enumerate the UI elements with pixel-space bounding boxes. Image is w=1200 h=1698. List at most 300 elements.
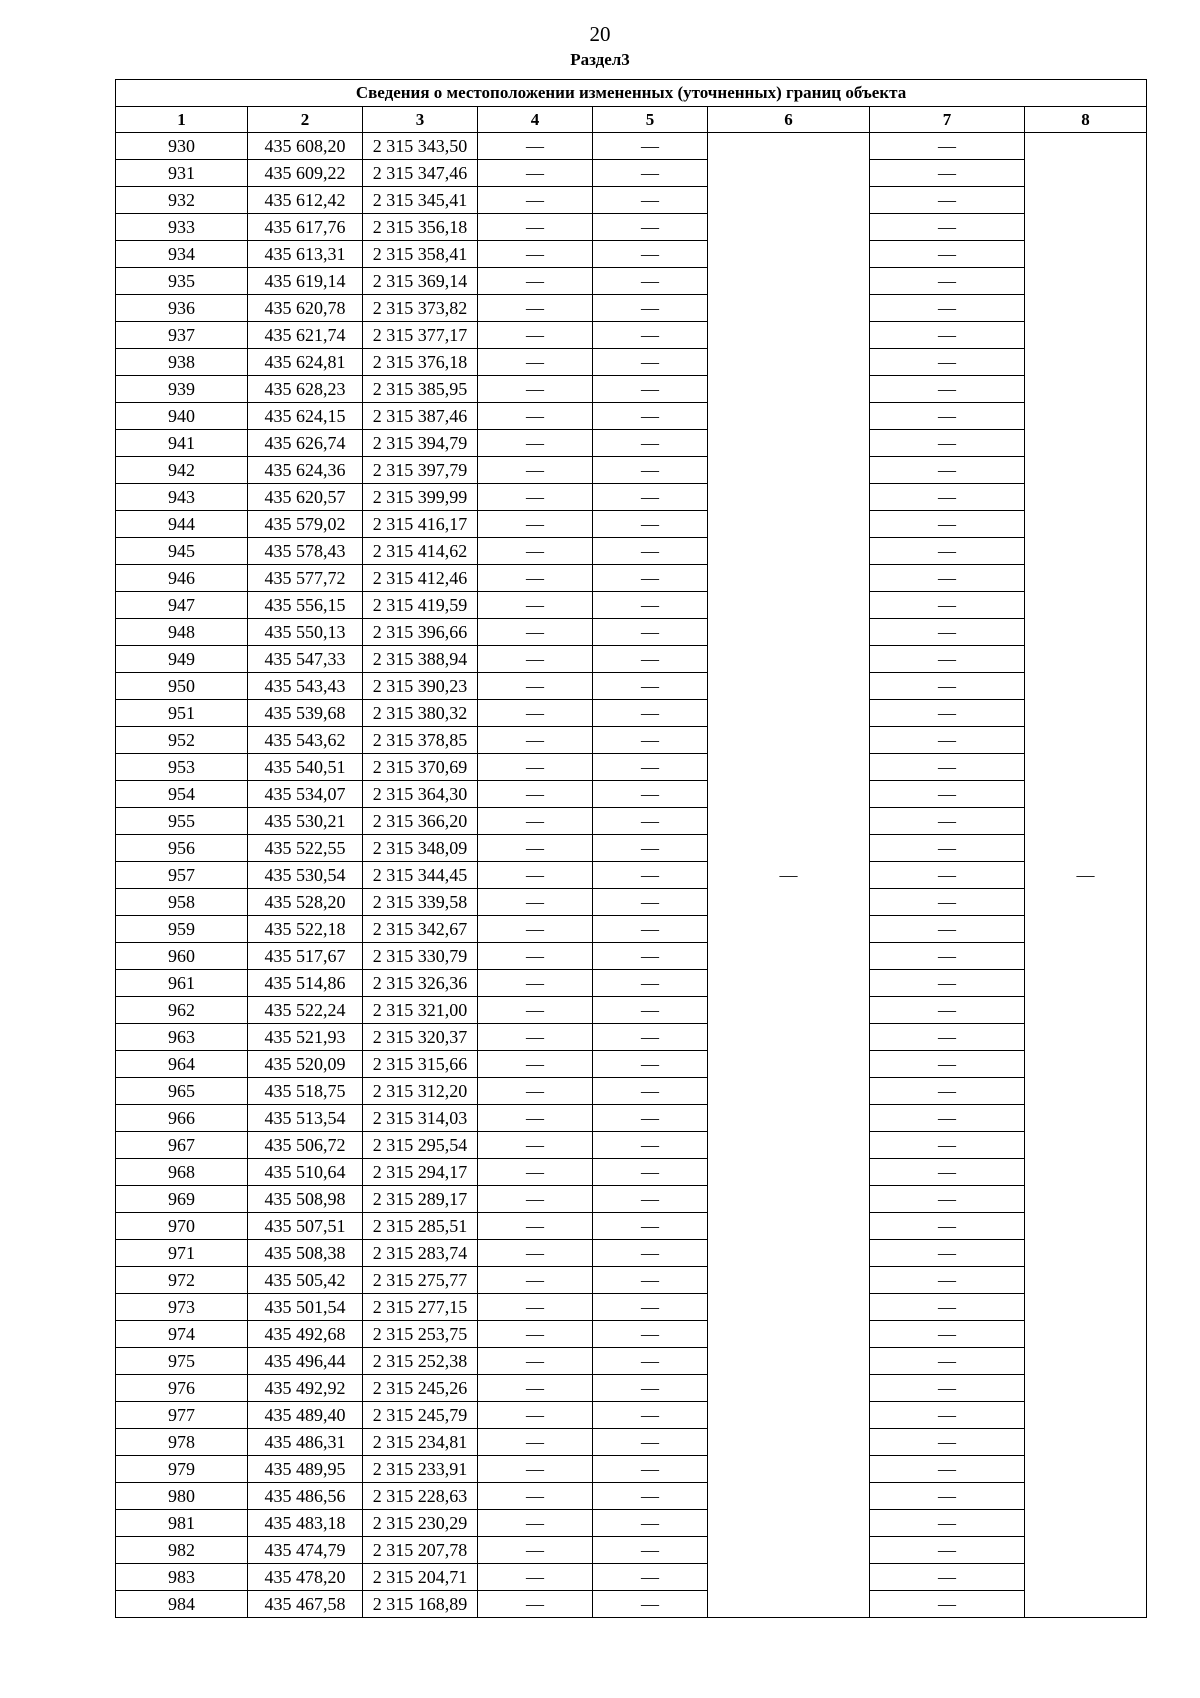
column-4-dash-cell: —: [478, 700, 593, 727]
table-row: [116, 214, 1147, 241]
column-7-dash-cell: —: [870, 1294, 1025, 1321]
point-number-cell: 941: [116, 430, 248, 457]
coordinate-x-cell: 435 530,54: [248, 862, 363, 889]
coordinate-x-cell: 435 522,18: [248, 916, 363, 943]
coordinate-x-cell: 435 520,09: [248, 1051, 363, 1078]
table-caption-row: [116, 80, 1147, 107]
point-number-cell: 945: [116, 538, 248, 565]
coordinate-x-cell: 435 547,33: [248, 646, 363, 673]
column-7-dash-cell: —: [870, 187, 1025, 214]
coordinate-x-cell: 435 624,81: [248, 349, 363, 376]
column-8-merged-cell: —: [1025, 133, 1147, 1618]
point-number-cell: 975: [116, 1348, 248, 1375]
column-4-dash-cell: —: [478, 1240, 593, 1267]
column-5-dash-cell: —: [593, 484, 708, 511]
column-4-dash-cell: —: [478, 1402, 593, 1429]
column-4-dash-cell: —: [478, 646, 593, 673]
column-7-dash-cell: —: [870, 565, 1025, 592]
table-row: [116, 808, 1147, 835]
table-row: [116, 430, 1147, 457]
coordinate-x-cell: 435 478,20: [248, 1564, 363, 1591]
table-row: [116, 484, 1147, 511]
column-7-dash-cell: —: [870, 1159, 1025, 1186]
coordinate-y-cell: 2 315 370,69: [363, 754, 478, 781]
column-7-dash-cell: —: [870, 862, 1025, 889]
column-4-dash-cell: —: [478, 1132, 593, 1159]
column-4-dash-cell: —: [478, 349, 593, 376]
point-number-cell: 980: [116, 1483, 248, 1510]
table-row: [116, 403, 1147, 430]
coordinate-y-cell: 2 315 412,46: [363, 565, 478, 592]
column-5-dash-cell: —: [593, 430, 708, 457]
column-4-dash-cell: —: [478, 1537, 593, 1564]
coordinate-y-cell: 2 315 347,46: [363, 160, 478, 187]
coordinate-y-cell: 2 315 376,18: [363, 349, 478, 376]
column-5-dash-cell: —: [593, 754, 708, 781]
coordinate-y-cell: 2 315 358,41: [363, 241, 478, 268]
column-5-dash-cell: —: [593, 619, 708, 646]
column-7-dash-cell: —: [870, 1429, 1025, 1456]
column-5-dash-cell: —: [593, 268, 708, 295]
column-5-dash-cell: —: [593, 808, 708, 835]
coordinate-y-cell: 2 315 416,17: [363, 511, 478, 538]
coordinate-x-cell: 435 483,18: [248, 1510, 363, 1537]
coordinate-x-cell: 435 540,51: [248, 754, 363, 781]
column-7-dash-cell: —: [870, 1510, 1025, 1537]
column-7-dash-cell: —: [870, 214, 1025, 241]
column-5-dash-cell: —: [593, 1132, 708, 1159]
column-4-dash-cell: —: [478, 430, 593, 457]
column-4-dash-cell: —: [478, 1375, 593, 1402]
coordinate-x-cell: 435 608,20: [248, 133, 363, 160]
column-4-dash-cell: —: [478, 727, 593, 754]
table-row: [116, 322, 1147, 349]
column-5-dash-cell: —: [593, 1402, 708, 1429]
point-number-cell: 965: [116, 1078, 248, 1105]
coordinate-x-cell: 435 550,13: [248, 619, 363, 646]
column-4-dash-cell: —: [478, 403, 593, 430]
column-5-dash-cell: —: [593, 457, 708, 484]
column-7-dash-cell: —: [870, 1321, 1025, 1348]
coordinate-y-cell: 2 315 343,50: [363, 133, 478, 160]
column-4-dash-cell: —: [478, 268, 593, 295]
column-header-1: 1: [116, 107, 248, 133]
column-7-dash-cell: —: [870, 1105, 1025, 1132]
column-7-dash-cell: —: [870, 754, 1025, 781]
coordinate-x-cell: 435 514,86: [248, 970, 363, 997]
coordinate-y-cell: 2 315 397,79: [363, 457, 478, 484]
coordinate-x-cell: 435 620,78: [248, 295, 363, 322]
column-4-dash-cell: —: [478, 997, 593, 1024]
table-row: [116, 1051, 1147, 1078]
column-5-dash-cell: —: [593, 1537, 708, 1564]
table-row: [116, 1564, 1147, 1591]
column-7-dash-cell: —: [870, 430, 1025, 457]
column-4-dash-cell: —: [478, 295, 593, 322]
coordinate-x-cell: 435 496,44: [248, 1348, 363, 1375]
point-number-cell: 978: [116, 1429, 248, 1456]
column-5-dash-cell: —: [593, 943, 708, 970]
point-number-cell: 933: [116, 214, 248, 241]
column-7-dash-cell: —: [870, 1267, 1025, 1294]
coordinate-x-cell: 435 522,24: [248, 997, 363, 1024]
coordinate-y-cell: 2 315 326,36: [363, 970, 478, 997]
point-number-cell: 931: [116, 160, 248, 187]
column-4-dash-cell: —: [478, 808, 593, 835]
point-number-cell: 938: [116, 349, 248, 376]
coordinate-y-cell: 2 315 245,79: [363, 1402, 478, 1429]
table-row: [116, 646, 1147, 673]
coordinate-y-cell: 2 315 387,46: [363, 403, 478, 430]
coordinate-y-cell: 2 315 230,29: [363, 1510, 478, 1537]
column-7-dash-cell: —: [870, 241, 1025, 268]
coordinate-x-cell: 435 577,72: [248, 565, 363, 592]
column-5-dash-cell: —: [593, 1456, 708, 1483]
column-4-dash-cell: —: [478, 781, 593, 808]
column-7-dash-cell: —: [870, 1591, 1025, 1618]
column-4-dash-cell: —: [478, 673, 593, 700]
coordinate-y-cell: 2 315 385,95: [363, 376, 478, 403]
table-row: [116, 1213, 1147, 1240]
coordinate-x-cell: 435 510,64: [248, 1159, 363, 1186]
coordinate-x-cell: 435 513,54: [248, 1105, 363, 1132]
column-7-dash-cell: —: [870, 727, 1025, 754]
table-row: [116, 295, 1147, 322]
column-5-dash-cell: —: [593, 592, 708, 619]
point-number-cell: 973: [116, 1294, 248, 1321]
table-row: [116, 1591, 1147, 1618]
column-5-dash-cell: —: [593, 1024, 708, 1051]
table-body: [116, 133, 1147, 1618]
column-5-dash-cell: —: [593, 727, 708, 754]
column-7-dash-cell: —: [870, 295, 1025, 322]
column-4-dash-cell: —: [478, 1456, 593, 1483]
point-number-cell: 953: [116, 754, 248, 781]
coordinate-y-cell: 2 315 233,91: [363, 1456, 478, 1483]
coordinate-x-cell: 435 467,58: [248, 1591, 363, 1618]
column-7-dash-cell: —: [870, 322, 1025, 349]
column-4-dash-cell: —: [478, 1078, 593, 1105]
table-row: [116, 1240, 1147, 1267]
coordinate-x-cell: 435 501,54: [248, 1294, 363, 1321]
column-5-dash-cell: —: [593, 1564, 708, 1591]
column-5-dash-cell: —: [593, 1213, 708, 1240]
column-header-5: 5: [593, 107, 708, 133]
column-7-dash-cell: —: [870, 1348, 1025, 1375]
point-number-cell: 968: [116, 1159, 248, 1186]
point-number-cell: 959: [116, 916, 248, 943]
coordinate-x-cell: 435 619,14: [248, 268, 363, 295]
point-number-cell: 967: [116, 1132, 248, 1159]
table-row: [116, 133, 1147, 160]
point-number-cell: 955: [116, 808, 248, 835]
column-header-row: [116, 107, 1147, 133]
column-5-dash-cell: —: [593, 1591, 708, 1618]
coordinate-y-cell: 2 315 419,59: [363, 592, 478, 619]
coordinate-y-cell: 2 315 399,99: [363, 484, 478, 511]
column-header-4: 4: [478, 107, 593, 133]
coordinate-x-cell: 435 626,74: [248, 430, 363, 457]
coordinate-y-cell: 2 315 295,54: [363, 1132, 478, 1159]
point-number-cell: 961: [116, 970, 248, 997]
coordinate-x-cell: 435 486,31: [248, 1429, 363, 1456]
table-row: [116, 1267, 1147, 1294]
coordinate-x-cell: 435 474,79: [248, 1537, 363, 1564]
table-row: [116, 349, 1147, 376]
column-4-dash-cell: —: [478, 1024, 593, 1051]
column-5-dash-cell: —: [593, 241, 708, 268]
column-7-dash-cell: —: [870, 943, 1025, 970]
column-5-dash-cell: —: [593, 295, 708, 322]
coordinate-y-cell: 2 315 356,18: [363, 214, 478, 241]
point-number-cell: 956: [116, 835, 248, 862]
point-number-cell: 947: [116, 592, 248, 619]
coordinate-y-cell: 2 315 277,15: [363, 1294, 478, 1321]
table-row: [116, 1132, 1147, 1159]
table-row: [116, 700, 1147, 727]
coordinate-y-cell: 2 315 314,03: [363, 1105, 478, 1132]
table-row: [116, 538, 1147, 565]
point-number-cell: 939: [116, 376, 248, 403]
coordinate-y-cell: 2 315 342,67: [363, 916, 478, 943]
table-row: [116, 673, 1147, 700]
coordinate-y-cell: 2 315 320,37: [363, 1024, 478, 1051]
column-4-dash-cell: —: [478, 511, 593, 538]
coordinate-x-cell: 435 543,43: [248, 673, 363, 700]
column-5-dash-cell: —: [593, 133, 708, 160]
point-number-cell: 944: [116, 511, 248, 538]
column-5-dash-cell: —: [593, 889, 708, 916]
table-row: [116, 241, 1147, 268]
column-4-dash-cell: —: [478, 1267, 593, 1294]
column-header-2: 2: [248, 107, 363, 133]
point-number-cell: 972: [116, 1267, 248, 1294]
coordinate-y-cell: 2 315 373,82: [363, 295, 478, 322]
coordinate-y-cell: 2 315 364,30: [363, 781, 478, 808]
column-4-dash-cell: —: [478, 160, 593, 187]
column-5-dash-cell: —: [593, 673, 708, 700]
point-number-cell: 946: [116, 565, 248, 592]
coordinate-y-cell: 2 315 330,79: [363, 943, 478, 970]
table-row: [116, 511, 1147, 538]
column-5-dash-cell: —: [593, 700, 708, 727]
table-row: [116, 1510, 1147, 1537]
point-number-cell: 948: [116, 619, 248, 646]
column-4-dash-cell: —: [478, 1294, 593, 1321]
column-7-dash-cell: —: [870, 889, 1025, 916]
column-4-dash-cell: —: [478, 214, 593, 241]
coordinate-y-cell: 2 315 345,41: [363, 187, 478, 214]
column-4-dash-cell: —: [478, 187, 593, 214]
coordinate-y-cell: 2 315 344,45: [363, 862, 478, 889]
point-number-cell: 950: [116, 673, 248, 700]
column-5-dash-cell: —: [593, 565, 708, 592]
column-4-dash-cell: —: [478, 943, 593, 970]
coordinate-x-cell: 435 621,74: [248, 322, 363, 349]
column-5-dash-cell: —: [593, 1321, 708, 1348]
column-4-dash-cell: —: [478, 457, 593, 484]
column-4-dash-cell: —: [478, 754, 593, 781]
table-row: [116, 565, 1147, 592]
column-7-dash-cell: —: [870, 1483, 1025, 1510]
table-row: [116, 916, 1147, 943]
column-7-dash-cell: —: [870, 700, 1025, 727]
column-7-dash-cell: —: [870, 133, 1025, 160]
point-number-cell: 930: [116, 133, 248, 160]
column-4-dash-cell: —: [478, 241, 593, 268]
table-row: [116, 835, 1147, 862]
column-7-dash-cell: —: [870, 916, 1025, 943]
column-4-dash-cell: —: [478, 322, 593, 349]
coordinate-y-cell: 2 315 339,58: [363, 889, 478, 916]
table-row: [116, 457, 1147, 484]
coordinate-y-cell: 2 315 380,32: [363, 700, 478, 727]
column-4-dash-cell: —: [478, 619, 593, 646]
point-number-cell: 984: [116, 1591, 248, 1618]
column-4-dash-cell: —: [478, 1591, 593, 1618]
table-row: [116, 1402, 1147, 1429]
column-4-dash-cell: —: [478, 1483, 593, 1510]
column-7-dash-cell: —: [870, 160, 1025, 187]
table-row: [116, 1321, 1147, 1348]
column-7-dash-cell: —: [870, 673, 1025, 700]
column-5-dash-cell: —: [593, 916, 708, 943]
coordinate-y-cell: 2 315 294,17: [363, 1159, 478, 1186]
coordinate-y-cell: 2 315 315,66: [363, 1051, 478, 1078]
point-number-cell: 934: [116, 241, 248, 268]
column-4-dash-cell: —: [478, 1510, 593, 1537]
coordinate-x-cell: 435 518,75: [248, 1078, 363, 1105]
point-number-cell: 935: [116, 268, 248, 295]
column-4-dash-cell: —: [478, 1321, 593, 1348]
coordinate-y-cell: 2 315 283,74: [363, 1240, 478, 1267]
column-4-dash-cell: —: [478, 862, 593, 889]
coordinate-y-cell: 2 315 388,94: [363, 646, 478, 673]
column-5-dash-cell: —: [593, 1483, 708, 1510]
point-number-cell: 949: [116, 646, 248, 673]
table-row: [116, 1186, 1147, 1213]
table-row: [116, 1456, 1147, 1483]
coordinate-x-cell: 435 543,62: [248, 727, 363, 754]
page-number: 20: [589, 22, 611, 46]
column-5-dash-cell: —: [593, 1105, 708, 1132]
coordinate-y-cell: 2 315 275,77: [363, 1267, 478, 1294]
point-number-cell: 951: [116, 700, 248, 727]
point-number-cell: 943: [116, 484, 248, 511]
table-row: [116, 376, 1147, 403]
point-number-cell: 976: [116, 1375, 248, 1402]
coordinate-y-cell: 2 315 377,17: [363, 322, 478, 349]
coordinate-y-cell: 2 315 321,00: [363, 997, 478, 1024]
column-5-dash-cell: —: [593, 1510, 708, 1537]
column-5-dash-cell: —: [593, 1294, 708, 1321]
coordinate-y-cell: 2 315 312,20: [363, 1078, 478, 1105]
table-row: [116, 1375, 1147, 1402]
column-7-dash-cell: —: [870, 1213, 1025, 1240]
column-5-dash-cell: —: [593, 997, 708, 1024]
column-4-dash-cell: —: [478, 1213, 593, 1240]
table-row: [116, 862, 1147, 889]
coordinate-x-cell: 435 617,76: [248, 214, 363, 241]
coordinate-y-cell: 2 315 285,51: [363, 1213, 478, 1240]
column-5-dash-cell: —: [593, 403, 708, 430]
coordinate-y-cell: 2 315 369,14: [363, 268, 478, 295]
table-row: [116, 970, 1147, 997]
coordinate-x-cell: 435 612,42: [248, 187, 363, 214]
column-5-dash-cell: —: [593, 349, 708, 376]
coordinate-y-cell: 2 315 289,17: [363, 1186, 478, 1213]
coordinate-y-cell: 2 315 414,62: [363, 538, 478, 565]
column-5-dash-cell: —: [593, 835, 708, 862]
table-row: [116, 160, 1147, 187]
table-row: [116, 187, 1147, 214]
column-4-dash-cell: —: [478, 133, 593, 160]
column-4-dash-cell: —: [478, 1105, 593, 1132]
coordinate-x-cell: 435 624,15: [248, 403, 363, 430]
column-7-dash-cell: —: [870, 1024, 1025, 1051]
column-6-merged-cell: —: [708, 133, 870, 1618]
coordinate-x-cell: 435 506,72: [248, 1132, 363, 1159]
coordinate-y-cell: 2 315 394,79: [363, 430, 478, 457]
column-4-dash-cell: —: [478, 1429, 593, 1456]
column-7-dash-cell: —: [870, 646, 1025, 673]
coordinate-x-cell: 435 609,22: [248, 160, 363, 187]
coordinate-x-cell: 435 534,07: [248, 781, 363, 808]
point-number-cell: 960: [116, 943, 248, 970]
table-row: [116, 1024, 1147, 1051]
column-5-dash-cell: —: [593, 160, 708, 187]
coordinate-x-cell: 435 624,36: [248, 457, 363, 484]
point-number-cell: 971: [116, 1240, 248, 1267]
column-5-dash-cell: —: [593, 376, 708, 403]
boundary-coordinates-table: [115, 79, 1147, 1618]
point-number-cell: 952: [116, 727, 248, 754]
table-row: [116, 268, 1147, 295]
coordinate-x-cell: 435 579,02: [248, 511, 363, 538]
column-4-dash-cell: —: [478, 484, 593, 511]
column-7-dash-cell: —: [870, 1456, 1025, 1483]
point-number-cell: 979: [116, 1456, 248, 1483]
column-5-dash-cell: —: [593, 1240, 708, 1267]
coordinate-y-cell: 2 315 228,63: [363, 1483, 478, 1510]
column-7-dash-cell: —: [870, 997, 1025, 1024]
column-4-dash-cell: —: [478, 1348, 593, 1375]
column-5-dash-cell: —: [593, 322, 708, 349]
column-4-dash-cell: —: [478, 1186, 593, 1213]
table-row: [116, 1483, 1147, 1510]
column-4-dash-cell: —: [478, 970, 593, 997]
column-5-dash-cell: —: [593, 970, 708, 997]
column-5-dash-cell: —: [593, 1078, 708, 1105]
table-row: [116, 1537, 1147, 1564]
column-5-dash-cell: —: [593, 1267, 708, 1294]
column-5-dash-cell: —: [593, 511, 708, 538]
column-7-dash-cell: —: [870, 1537, 1025, 1564]
column-5-dash-cell: —: [593, 1159, 708, 1186]
table-row: [116, 1294, 1147, 1321]
column-7-dash-cell: —: [870, 592, 1025, 619]
column-7-dash-cell: —: [870, 1375, 1025, 1402]
column-header-6: 6: [708, 107, 870, 133]
column-header-7: 7: [870, 107, 1025, 133]
coordinate-y-cell: 2 315 245,26: [363, 1375, 478, 1402]
point-number-cell: 942: [116, 457, 248, 484]
column-7-dash-cell: —: [870, 1240, 1025, 1267]
coordinate-x-cell: 435 486,56: [248, 1483, 363, 1510]
coordinate-x-cell: 435 517,67: [248, 943, 363, 970]
column-header-3: 3: [363, 107, 478, 133]
point-number-cell: 982: [116, 1537, 248, 1564]
